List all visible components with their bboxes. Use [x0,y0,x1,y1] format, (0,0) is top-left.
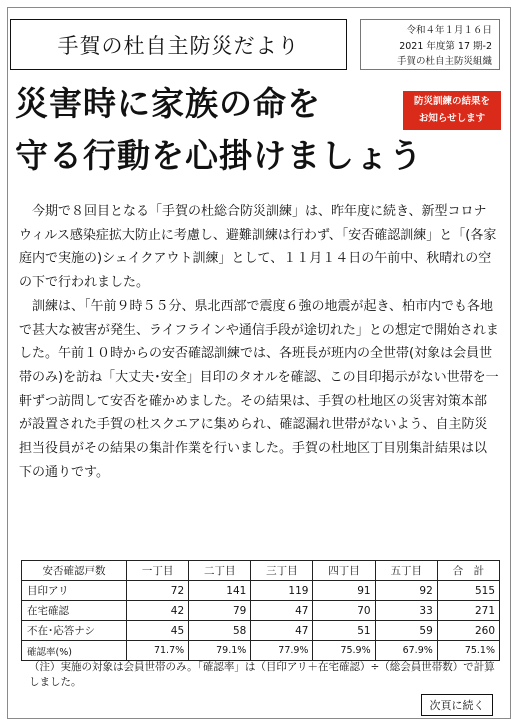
headline [15,78,423,182]
table-cell: 515 [437,581,499,601]
paragraph-2: 訓練は、「午前９時５５分、県北西部で震度６強の地震が起き、柏市内でも各地で甚大な被害が発生、ライフラインや通信手段が途切れた」との想定で開始されました。午前１０時からの安否確認訓練では、各班長が班内の全世帯(対象は会員世帯のみ)を訪ね「大丈夫･安全」目印のタオルを確認、この目印掲示がない世帯を一軒ずつ訪問して安否を確かめました。その結果は、手賀の杜地区の災害対策本部が設置された手賀の杜スクエアに集められ、確認漏れ世帯がないよう、自主防災担当役員がその結果の集計作業を行いました。手賀の杜地区丁目別集計結果は以下の通りです。 [19,298,499,480]
table-header: 五丁目 [375,561,437,581]
table-cell: 91 [313,581,375,601]
table-cell: 271 [437,601,499,621]
table-cell: 77.9% [251,641,313,661]
table-cell: 47 [251,621,313,641]
results-badge [403,91,501,130]
table-header: 一丁目 [127,561,189,581]
footnote: （注）実施の対象は会員世帯のみ。「確認率」は（目印アリ＋在宅確認）÷（総会員世帯数）で計算しました。 [29,661,495,688]
table-cell: 33 [375,601,437,621]
table-cell: 在宅確認 [22,601,127,621]
table-row [22,581,500,601]
headline-line2: 守る行動を心掛けましょう [15,136,423,175]
table-cell: 47 [251,601,313,621]
table-header: 四丁目 [313,561,375,581]
issue-info-box [360,19,500,70]
table-cell: 79 [189,601,251,621]
table-cell: 58 [189,621,251,641]
paragraph-1: 今期で８回目となる「手賀の杜総合防災訓練」は、昨年度に続き、新型コロナウィルス感染症拡大防止に考慮し、避難訓練は行わず、「安否確認訓練」と「(各家庭内で実施の)シェイクアウト訓練」として、１１月１４日の午前中、秋晴れの空の下で行われました。 [19,204,497,291]
table-row [22,601,500,621]
badge-line1: 防災訓練の結果を [413,96,490,107]
table-cell: 45 [127,621,189,641]
results-table [21,560,500,661]
table-cell: 260 [437,621,499,641]
table-header: 合 計 [437,561,499,581]
table-row [22,621,500,641]
table-header: 二丁目 [189,561,251,581]
table-cell: 42 [127,601,189,621]
table-cell: 71.7% [127,641,189,661]
table-cell: 確認率(%) [22,641,127,661]
table-header: 安否確認戸数 [22,561,127,581]
table-cell: 75.9% [313,641,375,661]
table-cell: 70 [313,601,375,621]
table-cell: 不在･応答ナシ [22,621,127,641]
table-header: 三丁目 [251,561,313,581]
table-cell: 51 [313,621,375,641]
table-cell: 92 [375,581,437,601]
table-cell: 67.9% [375,641,437,661]
table-cell: 72 [127,581,189,601]
table-row [22,641,500,661]
badge-line2: お知らせします [418,113,486,124]
table-header-row [22,561,500,581]
table-cell: 59 [375,621,437,641]
publisher-name: 手賀の杜自主防災組織 [396,56,492,67]
table-cell: 79.1% [189,641,251,661]
headline-line1: 災害時に家族の命を [15,84,321,123]
next-page-button[interactable]: 次頁に続く [421,694,493,716]
table-cell: 119 [251,581,313,601]
issue-number: 2021 年度第 17 期-2 [399,40,492,52]
table-cell: 141 [189,581,251,601]
table-cell: 目印アリ [22,581,127,601]
newsletter-title-box [10,19,347,70]
newsletter-title: 手賀の杜自主防災だより [57,33,300,58]
article-body [19,200,499,484]
table-cell: 75.1% [437,641,499,661]
issue-date: 令和４年１月１６日 [406,25,492,36]
